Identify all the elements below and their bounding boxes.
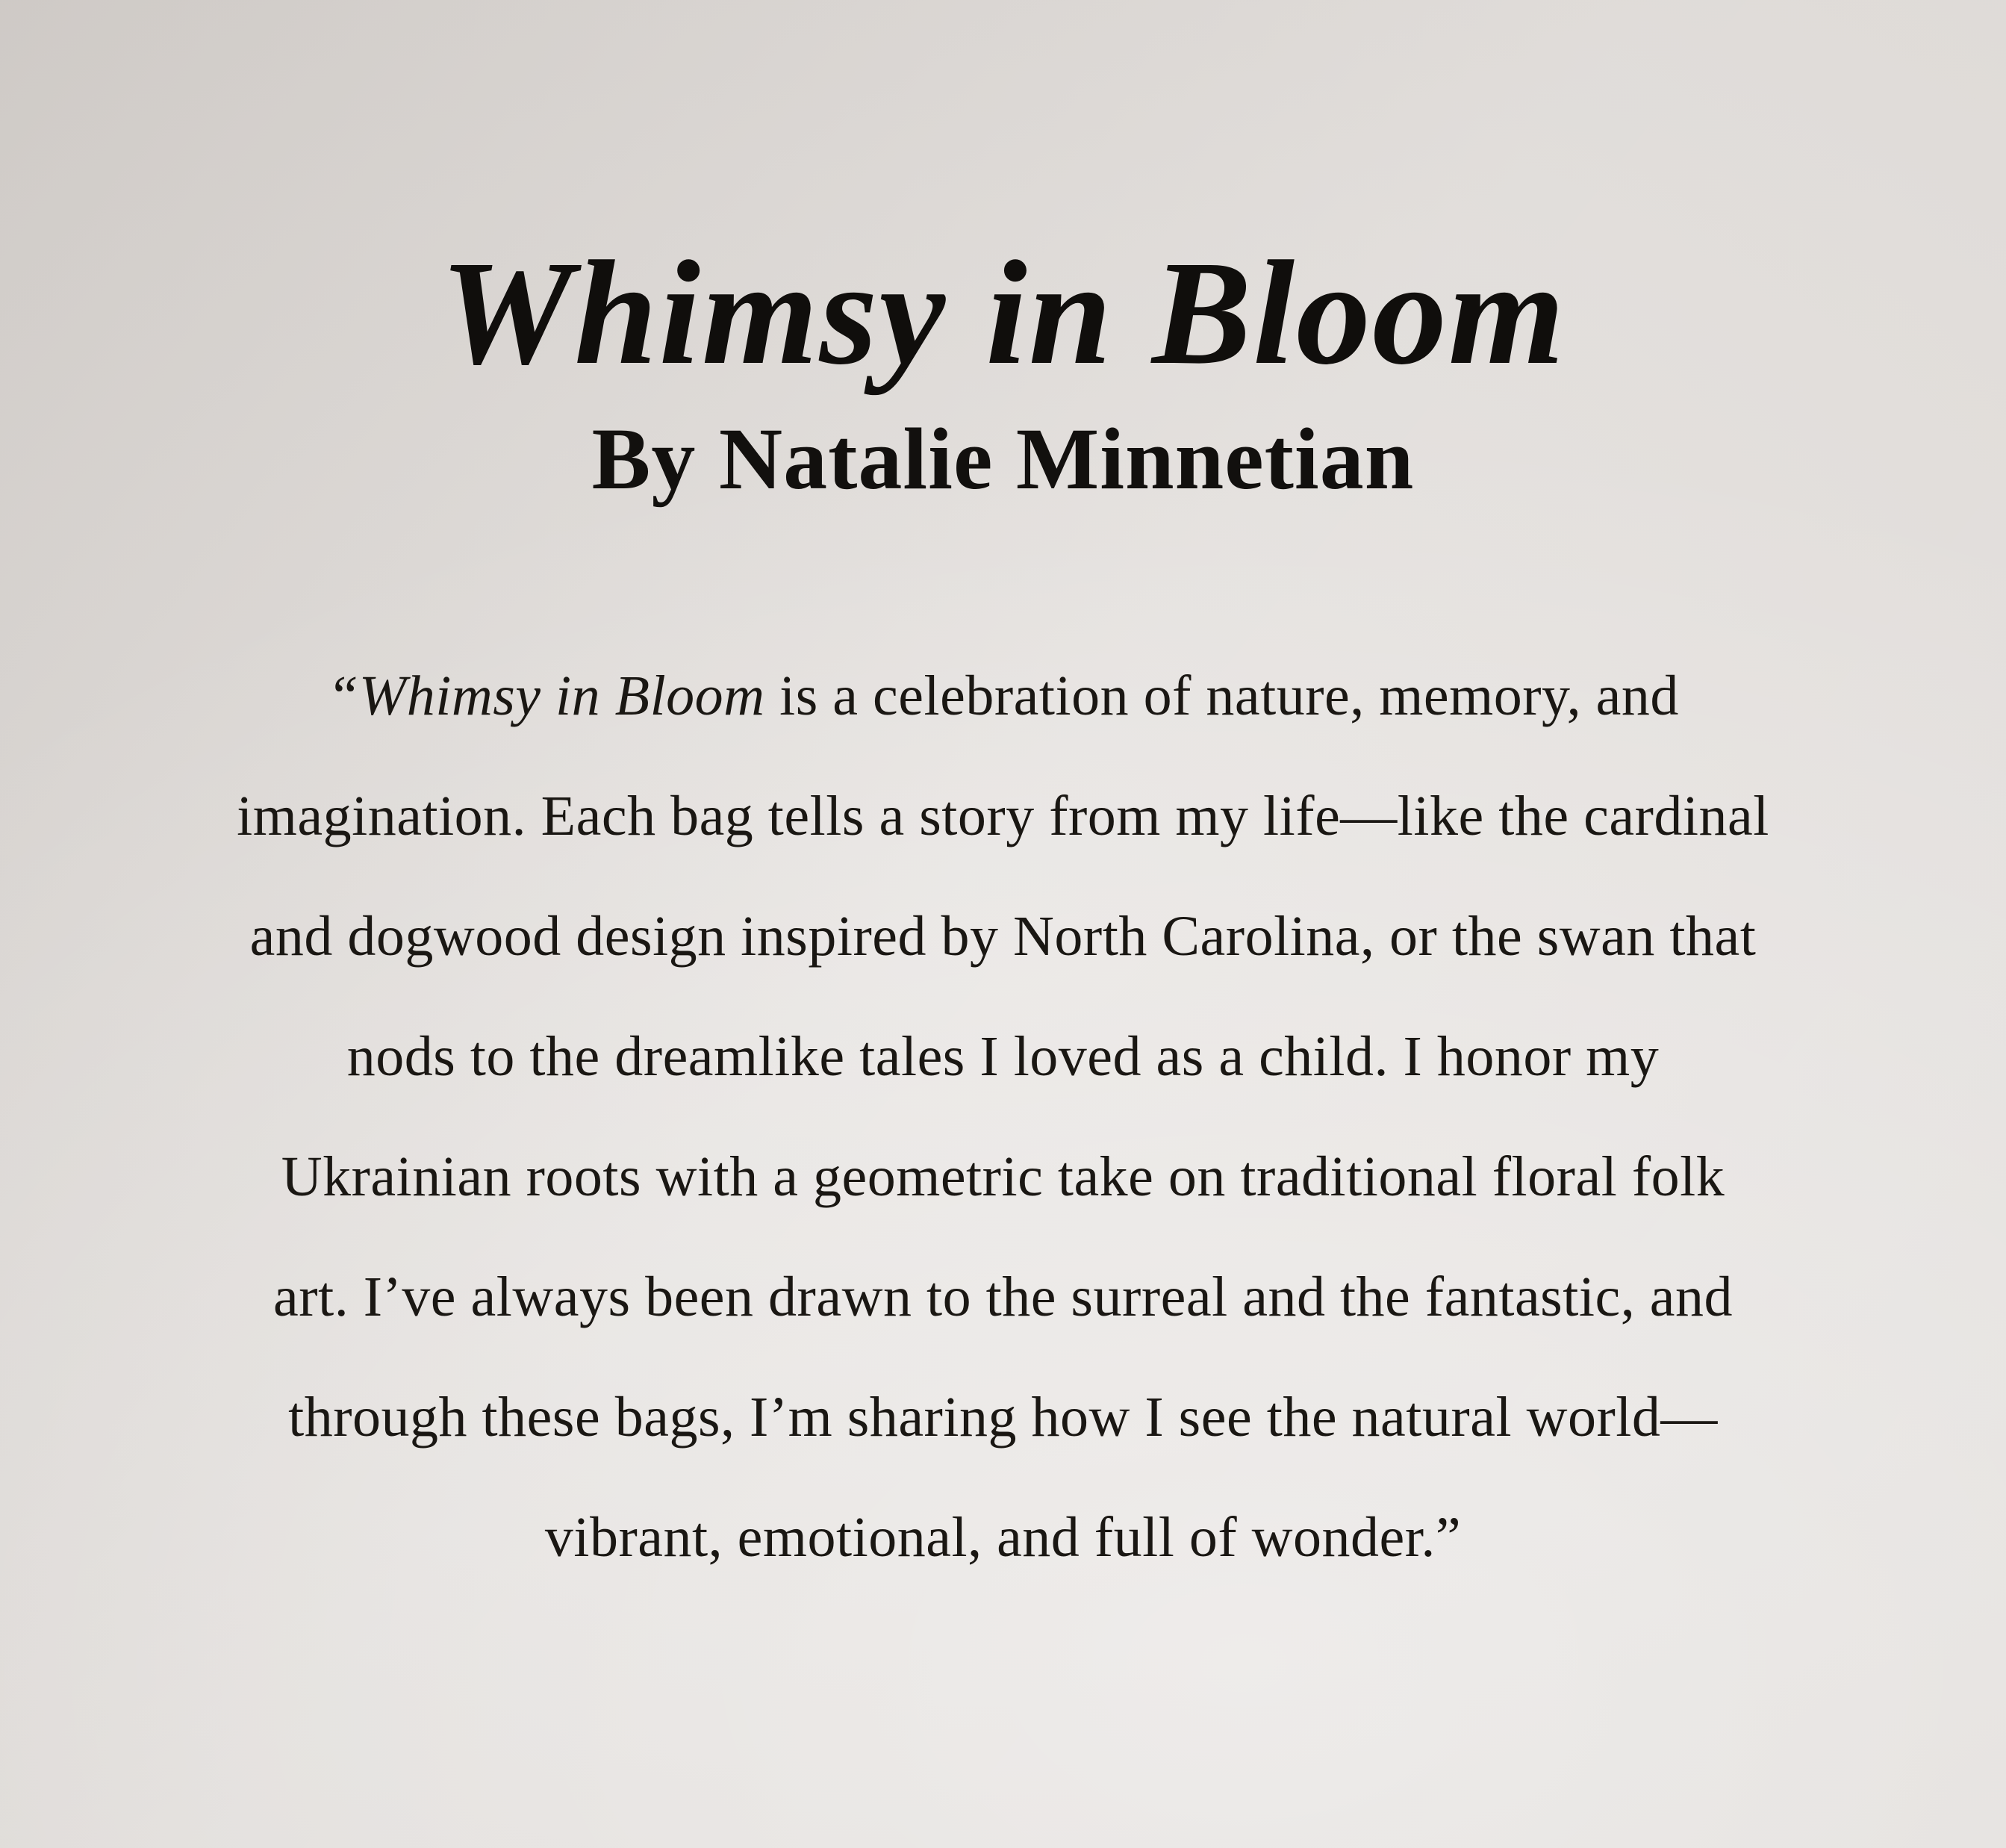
byline: By Natalie Minnetian [591, 410, 1415, 508]
quote-line [0, 636, 2006, 756]
quote-line-text: is a celebration of nature, memory, and [764, 665, 1679, 727]
quote-line: vibrant, emotional, and full of wonder.” [544, 1506, 1462, 1569]
quote-line: Ukrainian roots with a geometric take on traditional floral folk [281, 1145, 1725, 1208]
quote-line: through these bags, I’m sharing how I see the natural world— [288, 1386, 1718, 1449]
quote-block [0, 636, 2006, 1598]
quote-line: imagination. Each bag tells a story from my life—like the cardinal [237, 785, 1769, 847]
quote-line: and dogwood design inspired by North Carolina, or the swan that [249, 905, 1757, 968]
quote-line: nods to the dreamlike tales I loved as a child. I honor my [346, 1025, 1660, 1088]
quote-line: art. I’ve always been drawn to the surreal and the fantastic, and [273, 1266, 1733, 1328]
quote-opening-italic: “Whimsy in Bloom [327, 665, 765, 727]
page-title: Whimsy in Bloom [440, 231, 1566, 396]
